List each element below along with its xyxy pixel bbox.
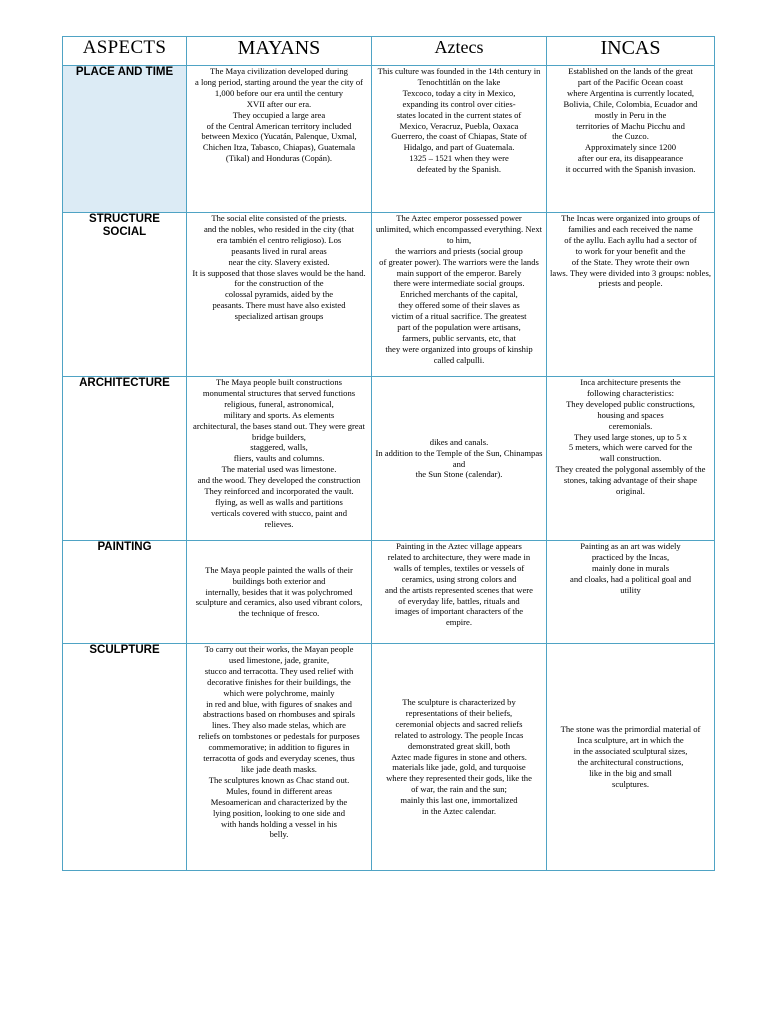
aspect-social-structure-line2: SOCIAL <box>102 226 147 238</box>
aspect-social-structure-line1: STRUCTURE <box>89 213 160 225</box>
header-aspects: ASPECTS <box>63 37 187 66</box>
aspect-social-structure <box>63 213 187 377</box>
table-row <box>63 644 715 871</box>
table-row <box>63 66 715 213</box>
cell-incas-architecture: Inca architecture presents the following characteristics: They developed public constructions, housing and spaces ceremonials. They used large stones, up to 5 x 5 meters, which were carved for the wall construction. They created the polygonal assembly of the stones, taking advantage of their shape original. <box>547 377 715 541</box>
header-aztecs: Aztecs <box>372 37 547 66</box>
cell-mayans-sculpture: To carry out their works, the Mayan people used limestone, jade, granite, stucco and terracotta. They used relief with decorative finishes for their buildings, the which were polychrome, mainly in red and blue, with figures of snakes and abstractions based on rhombuses and spirals lines. They also made stelas, which are reliefs on tombstones or pedestals for purposes commemorative; in addition to figures in terracotta of gods and everyday scenes, thus like jade death masks. The sculptures known as Chac stand out. Mules, found in different areas Mesoamerican and characterized by the lying position, looking to one side and with hands holding a vessel in his belly. <box>187 644 372 871</box>
aspect-sculpture: SCULPTURE <box>63 644 187 871</box>
cell-aztecs-social-structure: The Aztec emperor possessed power unlimited, which encompassed everything. Next to him, the warriors and priests (social group of greater power). The warriors were the lands main support of the emperor. Barely there were intermediate social groups. Enriched merchants of the capital, they offered some of their slaves as victim of a ritual sacrifice. The greatest part of the population were artisans, farmers, public servants, etc, that they were organized into groups of kinship called calpulli. <box>372 213 547 377</box>
table-row <box>63 541 715 644</box>
cell-incas-social-structure: The Incas were organized into groups of families and each received the name of the ayllu. Each ayllu had a sector of to work for your benefit and the of the State. They wrote their own laws. They were divided into 3 groups: nobles, priests and people. <box>547 213 715 377</box>
header-incas: INCAS <box>547 37 715 66</box>
cell-incas-place-and-time: Established on the lands of the great part of the Pacific Ocean coast where Argentina is currently located, Bolivia, Chile, Colombia, Ecuador and mostly in Peru in the territories of Machu Picchu and the Cuzco. Approximately since 1200 after our era, its disappearance it occurred with the Spanish invasion. <box>547 66 715 213</box>
cell-incas-sculpture: The stone was the primordial material of Inca sculpture, art in which the in the associated sculptural sizes, the architectural constructions, like in the big and small sculptures. <box>547 644 715 871</box>
aspect-architecture: ARCHITECTURE <box>63 377 187 541</box>
cell-aztecs-place-and-time: This culture was founded in the 14th century in Tenochtitlán on the lake Texcoco, today a city in Mexico, expanding its control over cities- states located in the current states of Mexico, Veracruz, Puebla, Oaxaca Guerrero, the coast of Chiapas, State of Hidalgo, and part of Guatemala. 1325 – 1521 when they were defeated by the Spanish. <box>372 66 547 213</box>
cell-incas-painting: Painting as an art was widely practiced by the Incas, mainly done in murals and cloaks, had a political goal and utility <box>547 541 715 644</box>
table-row <box>63 213 715 377</box>
cell-mayans-painting: The Maya people painted the walls of their buildings both exterior and internally, besides that it was polychromed sculpture and ceramics, also used vibrant colors, the technique of fresco. <box>187 541 372 644</box>
header-mayans: MAYANS <box>187 37 372 66</box>
cell-aztecs-architecture: dikes and canals. In addition to the Temple of the Sun, Chinampas and the Sun Stone (calendar). <box>372 377 547 541</box>
comparison-table <box>62 36 715 871</box>
aspect-place-and-time: PLACE AND TIME <box>63 66 187 213</box>
header-row <box>63 37 715 66</box>
cell-aztecs-sculpture: The sculpture is characterized by representations of their beliefs, ceremonial objects and sacred reliefs related to astrology. The people Incas demonstrated great skill, both Aztec made figures in stone and others. materials like jade, gold, and turquoise where they represented their gods, like the of war, the rain and the sun; mainly this last one, immortalized in the Aztec calendar. <box>372 644 547 871</box>
cell-aztecs-painting: Painting in the Aztec village appears related to architecture, they were made in walls of temples, textiles or vessels of ceramics, using strong colors and and the artists represented scenes that were of everyday life, battles, rituals and images of important characters of the empire. <box>372 541 547 644</box>
aspect-painting: PAINTING <box>63 541 187 644</box>
cell-mayans-architecture: The Maya people built constructions monumental structures that served functions religious, funeral, astronomical, military and sports. As elements architectural, the bases stand out. They were great bridge builders, staggered, walls, fliers, vaults and columns. The material used was limestone. and the wood. They developed the construction They reinforced and incorporated the vault. flying, as well as walls and partitions verticals covered with stucco, paint and relieves. <box>187 377 372 541</box>
cell-mayans-social-structure: The social elite consisted of the priests. and the nobles, who resided in the city (that era también el centro religioso). Los peasants lived in rural areas near the city. Slavery existed. It is supposed that those slaves would be the hand. for the construction of the colossal pyramids, aided by the peasants. There must have also existed specialized artisan groups <box>187 213 372 377</box>
cell-mayans-place-and-time: The Maya civilization developed during a long period, starting around the year the city of 1,000 before our era until the century XVII after our era. They occupied a large area of the Central American territory included between Mexico (Yucatán, Palenque, Uxmal, Chichen Itza, Tabasco, Chiapas), Guatemala (Tikal) and Honduras (Copán). <box>187 66 372 213</box>
table-row <box>63 377 715 541</box>
